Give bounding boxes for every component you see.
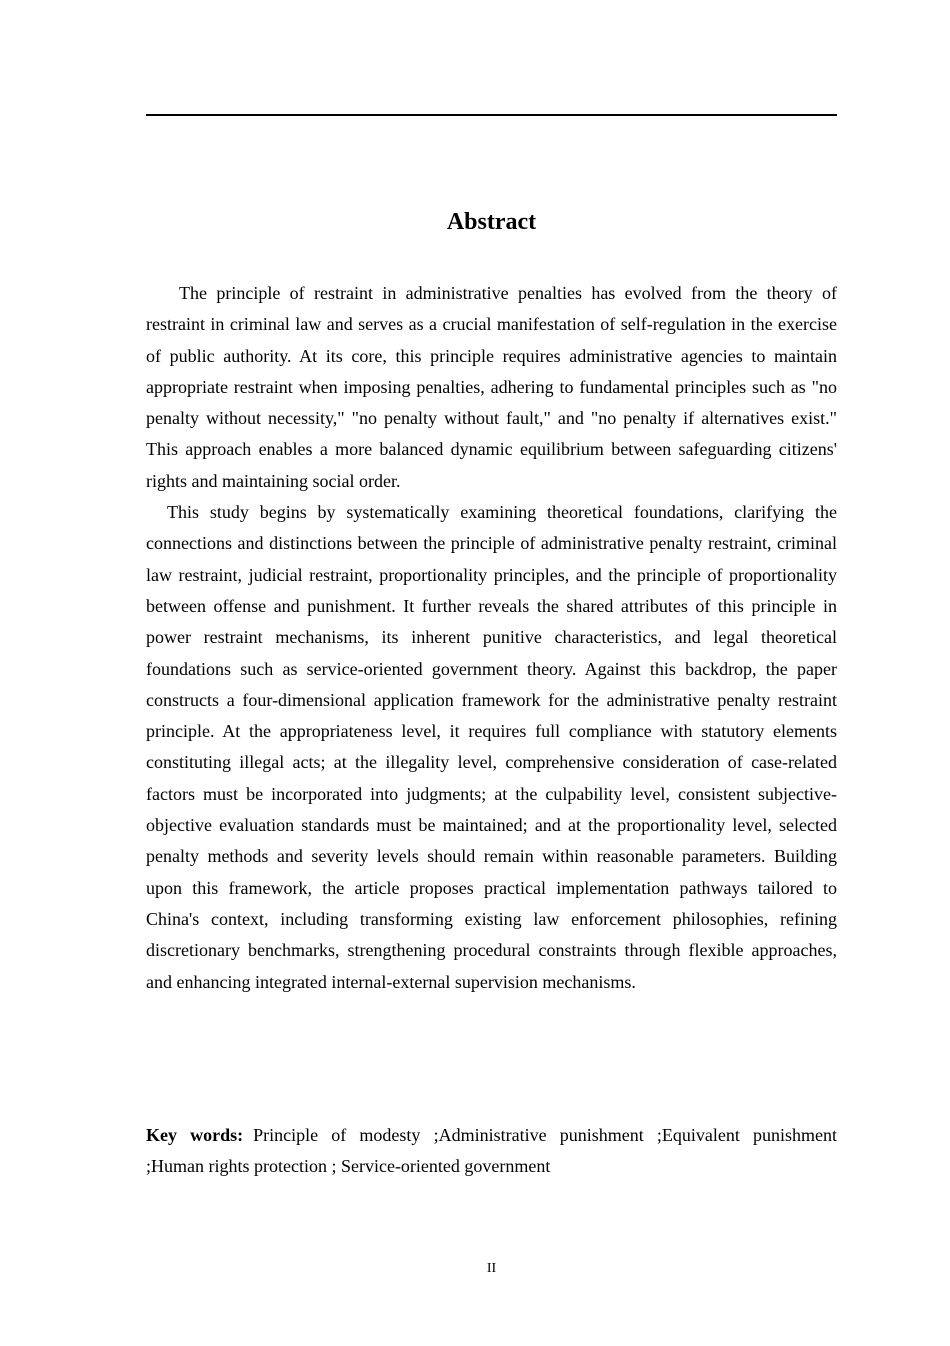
keywords-text: Principle of modesty ;Administrative punishment ;Equivalent punishment ;Human rights protection ; Service-oriented government (146, 1125, 837, 1177)
header-rule (146, 114, 837, 116)
abstract-title: Abstract (446, 209, 537, 235)
keywords-line (146, 1120, 837, 1183)
abstract-body (146, 278, 837, 998)
abstract-paragraph-2: This study begins by systematically examining theoretical foundations, clarifying the connections and distinctions between the principle of administrative penalty restraint, criminal law restraint, judicial restraint, proportionality principles, and the principle of proportionality between offense and punishment. It further reveals the shared attributes of this principle in power restraint mechanisms, its inherent punitive characteristics, and legal theoretical foundations such as service-oriented government theory. Against this backdrop, the paper constructs a four-dimensional application framework for the administrative penalty restraint principle. At the appropriateness level, it requires full compliance with statutory elements constituting illegal acts; at the illegality level, comprehensive consideration of case-related factors must be incorporated into judgments; at the culpability level, consistent subjective-objective evaluation standards must be maintained; and at the proportionality level, selected penalty methods and severity levels should remain within reasonable parameters. Building upon this framework, the article proposes practical implementation pathways tailored to China's context, including transforming existing law enforcement philosophies, refining discretionary benchmarks, strengthening procedural constraints through flexible approaches, and enhancing integrated internal-external supervision mechanisms. (146, 502, 837, 992)
page-number: II (486, 1261, 497, 1276)
abstract-paragraph-1: The principle of restraint in administrative penalties has evolved from the theory of restraint in criminal law and serves as a crucial manifestation of self-regulation in the exercise of public authority. At its core, this principle requires administrative agencies to maintain appropriate restraint when imposing penalties, adhering to fundamental principles such as "no penalty without necessity," "no penalty without fault," and "no penalty if alternatives exist." This approach enables a more balanced dynamic equilibrium between safeguarding citizens' rights and maintaining social order. (146, 283, 837, 491)
keywords-label: Key words: (146, 1125, 244, 1145)
